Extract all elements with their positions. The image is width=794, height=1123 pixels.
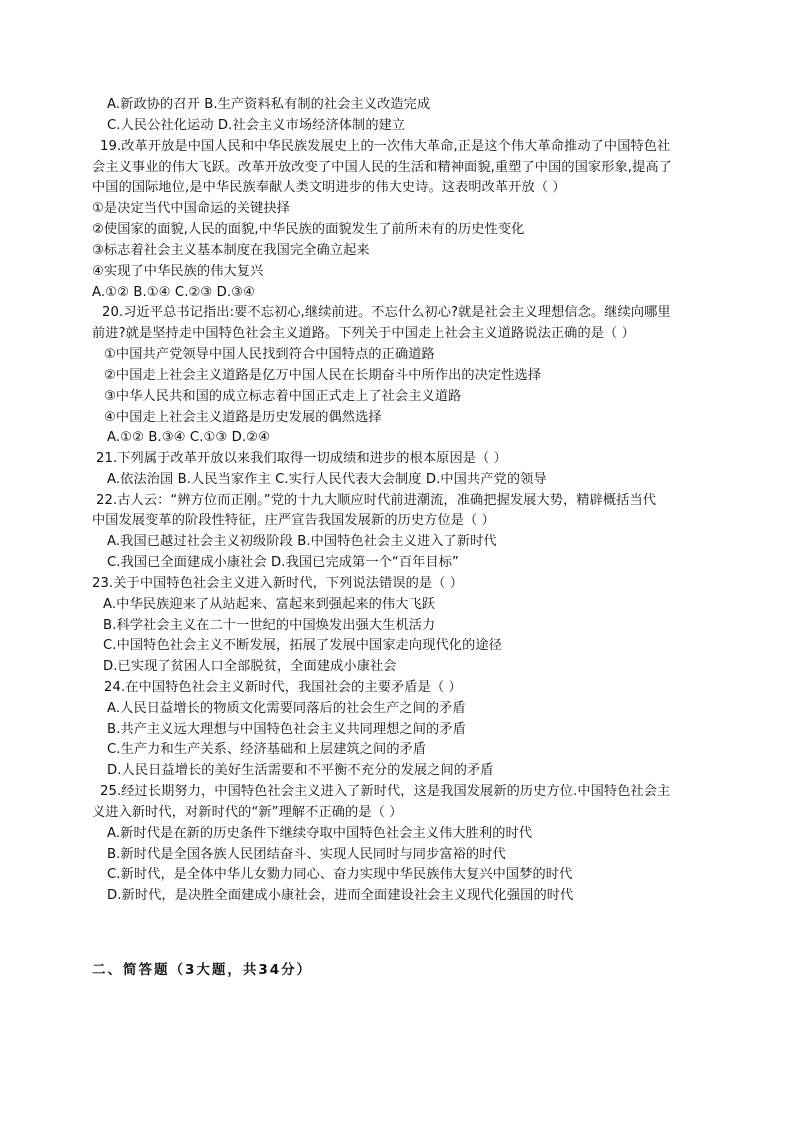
text-line: A.新时代是在新的历史条件下继续夺取中国特色社会主义伟大胜利的时代 [107,826,533,841]
text-line: C.生产力和生产关系、经济基础和上层建筑之间的矛盾 [107,742,427,757]
text-line: 21.下列属于改革开放以来我们取得一切成绩和进步的根本原因是（ ） [96,451,507,466]
text-line: D.新时代，是决胜全面建成小康社会，进而全面建设社会主义现代化强国的时代 [107,888,574,903]
text-line: 义进入新时代，对新时代的“新”理解不正确的是（ ） [92,805,403,820]
text-line: 19.改革开放是中国人民和中华民族发展史上的一次伟大革命,正是这个伟大革命推动了中国特色社 [100,139,671,154]
text-line: A.中华民族迎来了从站起来、富起来到强起来的伟大飞跃 [103,597,436,612]
text-line: ④实现了中华民族的伟大复兴 [92,264,264,279]
text-line: 23.关于中国特色社会主义进入新时代，下列说法错误的是（ ） [92,576,464,591]
text-line: A.我国已越过社会主义初级阶段 B.中国特色社会主义进入了新时代 [107,534,497,549]
text-line: ③标志着社会主义基本制度在我国完全确立起来 [92,243,370,258]
text-line: ②中国走上社会主义道路是亿万中国人民在长期奋斗中所作出的决定性选择 [104,368,542,383]
text-line: B.共产主义远大理想与中国特色社会主义共同理想之间的矛盾 [107,722,466,737]
text-line: B.新时代是全国各族人民团结奋斗、实现人民同时与同步富裕的时代 [107,847,506,862]
section-title: 二、简答题（3大题，共34分） [92,962,313,978]
text-line: A.依法治国 B.人民当家作主 C.实行人民代表大会制度 D.中国共产党的领导 [107,472,547,487]
text-line: A.新政协的召开 B.生产资料私有制的社会主义改造完成 [107,97,431,112]
text-line: C.我国已全面建成小康社会 D.我国已完成第一个“百年目标” [107,555,459,570]
text-line: ②使国家的面貌,人民的面貌,中华民族的面貌发生了前所未有的历史性变化 [92,222,525,237]
text-line: 24.在中国特色社会主义新时代，我国社会的主要矛盾是（ ） [104,680,462,695]
text-line: A.①② B.③④ C.①③ D.②④ [107,430,271,445]
text-line: ③中华人民共和国的成立标志着中国正式走上了社会主义道路 [104,389,462,404]
text-line: 中国发展变革的阶段性特征，庄严宣告我国发展新的历史方位是（ ） [92,513,495,528]
text-line: 20.习近平总书记指出:要不忘初心,继续前进。不忘什么初心?就是社会主义理想信念。继续向哪里 [102,305,671,320]
text-line: A.人民日益增长的物质文化需要同落后的社会生产之间的矛盾 [107,701,466,716]
text-line: 22.古人云：“辨方位而正刚。”党的十九大顺应时代前进潮流，准确把握发展大势，精辟概括当代 [96,493,657,508]
text-line: D.已实现了贫困人口全部脱贫，全面建成小康社会 [103,659,397,674]
text-line: B.科学社会主义在二十一世纪的中国焕发出强大生机活力 [103,618,436,633]
text-line: 会主义事业的伟大飞跃。改革开放改变了中国人民的生活和精神面貌,重塑了中国的国家形象,提高了 [92,160,672,175]
text-line: C.新时代，是全体中华儿女勠力同心、奋力实现中华民族伟大复兴中国梦的时代 [107,867,573,882]
text-line: C.人民公社化运动 D.社会主义市场经济体制的建立 [107,118,406,133]
text-line: D.人民日益增长的美好生活需要和不平衡不充分的发展之间的矛盾 [107,763,494,778]
text-line: ④中国走上社会主义道路是历史发展的偶然选择 [104,410,382,425]
text-line: A.①② B.①④ C.②③ D.③④ [92,285,256,300]
text-line: 前进?就是坚持走中国特色社会主义道路。下列关于中国走上社会主义道路说法正确的是（ ） [92,326,635,341]
text-line: C.中国特色社会主义不断发展，拓展了发展中国家走向现代化的途径 [103,638,502,653]
text-line: ①是决定当代中国命运的关键抉择 [92,201,290,216]
text-line: 中国的国际地位,是中华民族奉献人类文明进步的伟大史诗。这表明改革开放（ ） [92,180,566,195]
text-line: ①中国共产党领导中国人民找到符合中国特点的正确道路 [104,347,435,362]
text-line: 25.经过长期努力，中国特色社会主义进入了新时代，这是我国发展新的历史方位.中国特色社会主 [100,784,671,799]
